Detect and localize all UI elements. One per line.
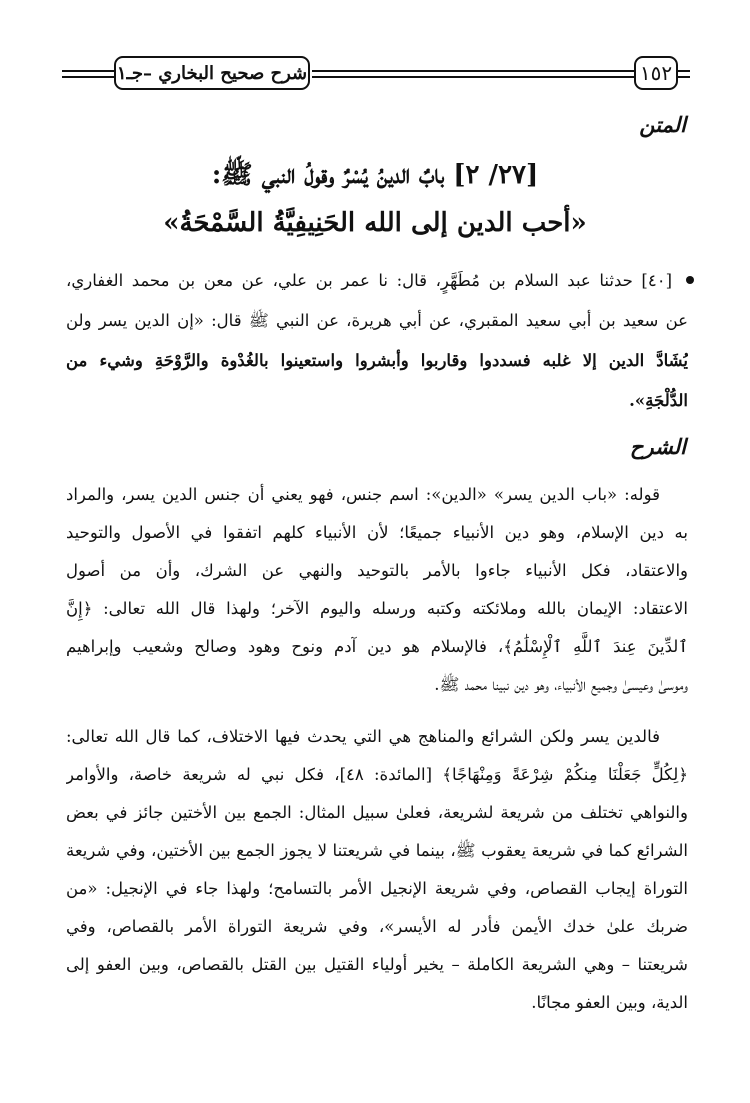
sharh-line: ٱلدِّينَ عِندَ ٱللَّهِ ٱلْإِسْلَٰمُ﴾، فالإسلام هو دين آدم ونوح وهود وصالح وشعيب وإبراهيم [66, 637, 688, 656]
sharh-line: ضربك علىٰ خدك الأيمن فأدر له الأيسر»، وفي شريعة التوراة الأمر بالقصاص، وفي [66, 917, 688, 936]
matn-line: [٤٠] حدثنا عبد السلام بن مُطَهَّرٍ، قال: نا عمر بن علي، عن معن بن محمد الغفاري، [66, 271, 672, 290]
book-title: شرح صحيح البخاري –جـ١ [114, 56, 310, 90]
sharh-line: الشرائع كما في شريعة يعقوب ﷺ، بينما في شريعتنا لا يجوز الجمع بين الأختين، وفي شريعة [66, 841, 688, 860]
sharh-line: والاعتقاد، فكل الأنبياء جاءوا بالأمر بالتوحيد والنهي عن الشرك، وأن من أصول [66, 561, 688, 580]
sharh-line: قوله: «باب الدين يسر» «الدين»: اسم جنس، فهو يعني أن جنس الدين يسر، والمراد [66, 485, 660, 504]
sharh-line: فالدين يسر ولكن الشرائع والمناهج هي التي يحدث فيها الاختلاف، كما قال الله تعالى: [66, 727, 660, 746]
running-header [62, 56, 690, 96]
header-rule [312, 70, 634, 72]
header-rule [312, 76, 634, 78]
chapter-title: [٢٧/ ٢] بابٌ الدينُ يُسْرٌ وقولُ النبي ﷺ: [211, 160, 539, 190]
sharh-line: والنواهي تختلف من شريعة لشريعة، فعلىٰ سبيل المثال: الجمع بين الأختين جائز في بعض [66, 803, 688, 822]
sharh-line: شريعتنا – وهي الشريعة الكاملة – يخير أولياء القتيل بين القتل بالقصاص، وبين العفو إلى [66, 955, 688, 974]
header-rule [678, 76, 690, 78]
matn-line: يُشَادَّ الدين إلا غلبه فسددوا وقاربوا وأبشروا واستعينوا بالغُدْوة والرَّوْحَةِ وشيء من [66, 351, 688, 370]
sharh-line: الاعتقاد: الإيمان بالله وملائكته وكتبه ورسله واليوم الآخر؛ ولهذا قال الله تعالى: ﴿إِنَّ [66, 599, 688, 618]
header-rule [678, 70, 690, 72]
matn-line: عن سعيد بن أبي سعيد المقبري، عن أبي هريرة، عن النبي ﷺ قال: «إن الدين يسر ولن [66, 311, 688, 330]
header-rule [62, 70, 114, 72]
sharh-line: به دين الإسلام، وهو دين الأنبياء جميعًا؛ لأن الأنبياء كلهم اتفقوا في الأصول والتوحيد [66, 523, 688, 542]
sharh-label: الشرح [629, 434, 686, 459]
sharh-line: الدية، وبين العفو مجانًا. [531, 993, 688, 1012]
page-number: ١٥٢ [634, 56, 678, 90]
chapter-subtitle: «أحب الدين إلى الله الحَنِيفِيَّةُ السَّمْحَةُ» [163, 208, 587, 238]
matn-line: الدُّلْجَةِ». [629, 391, 688, 410]
matn-label: المتن [639, 112, 686, 137]
hadith-bullet [686, 276, 694, 284]
sharh-line: ﴿لِكُلٍّ جَعَلْنَا مِنكُمْ شِرْعَةً وَمِنْهَاجًا﴾ [المائدة: ٤٨]، فكل نبي له شريعة خاصة، والأوامر [66, 765, 688, 784]
header-rule [62, 76, 114, 78]
sharh-line: وموسىٰ وعيسىٰ وجميع الأنبياء، وهو دين نبينا محمد ﷺ. [434, 675, 688, 694]
sharh-line: التوراة إيجاب القصاص، وفي شريعة الإنجيل الأمر بالتسامح؛ ولهذا جاء في الإنجيل: «من [66, 879, 688, 898]
